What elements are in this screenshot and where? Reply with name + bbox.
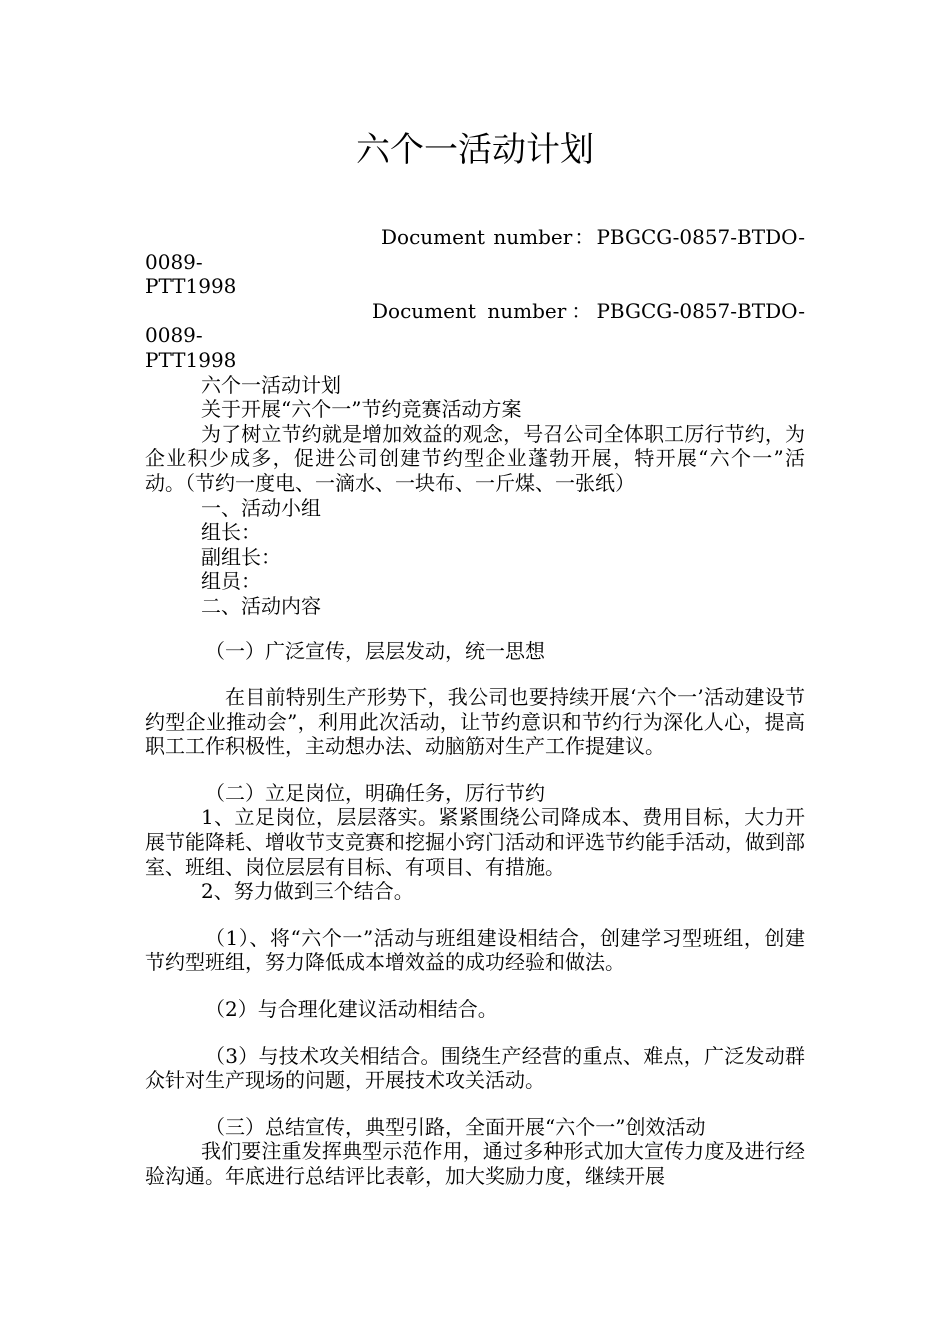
intro-paragraph: 为了树立节约就是增加效益的观念，号召公司全体职工厉行节约，为企业积少成多，促进公司创建节约型企业蓬勃开展，特开展“六个一”活动。（节约一度电、一滴水、一块布、一斤煤、一张纸） xyxy=(145,421,805,495)
section-heading: 二、活动内容 xyxy=(201,593,321,618)
body-paragraph: 2、努力做到三个结合。 xyxy=(201,879,414,904)
document-number-label: Document number：PBGCG-0857-BTDO-0089- xyxy=(145,298,805,348)
document-body xyxy=(145,225,805,1189)
body-paragraph: 在目前特别生产形势下，我公司也要持续开展‘六个一’活动建设节约型企业推动会”，利用此次活动，让节约意识和节约行为深化人心，提高职工工作积极性，主动想办法、动脑筋对生产工作提建议。 xyxy=(145,685,805,759)
subsection-heading: （三）总结宣传，典型引路，全面开展“六个一”创效活动 xyxy=(205,1114,706,1139)
deputy-leader-line: 副组长： xyxy=(201,544,281,569)
plan-subtitle: 关于开展“六个一”节约竞赛活动方案 xyxy=(201,397,522,422)
document-title: 六个一活动计划 xyxy=(356,130,594,170)
group-leader-line: 组长： xyxy=(201,520,261,545)
document-number-tail: PTT1998 xyxy=(145,274,237,299)
body-paragraph: （3）与技术攻关相结合。围绕生产经营的重点、难点，广泛发动群众针对生产现场的问题，开展技术攻关活动。 xyxy=(145,1043,805,1093)
section-heading: 一、活动小组 xyxy=(201,495,321,520)
document-number-line xyxy=(145,299,805,373)
body-paragraph: 我们要注重发挥典型示范作用，通过多种形式加大宣传力度及进行经验沟通。年底进行总结评比表彰，加大奖励力度，继续开展 xyxy=(145,1139,805,1188)
document-number-tail: PTT1998 xyxy=(145,347,237,372)
document-number-line xyxy=(145,225,805,299)
subsection-heading: （二）立足岗位，明确任务，厉行节约 xyxy=(205,780,545,805)
body-paragraph: （1）、将“六个一”活动与班组建设相结合，创建学习型班组，创建节约型班组，努力降低成本增效益的成功经验和做法。 xyxy=(145,925,805,975)
group-members-line: 组员： xyxy=(201,569,261,594)
body-paragraph: 1、立足岗位，层层落实。紧紧围绕公司降成本、费用目标，大力开展节能降耗、增收节支竞赛和挖掘小窍门活动和评选节约能手活动，做到部室、班组、岗位层层有目标、有项目、有措施。 xyxy=(145,805,805,879)
repeated-title: 六个一活动计划 xyxy=(201,372,341,397)
body-paragraph: （2）与合理化建议活动相结合。 xyxy=(205,997,498,1022)
document-number-label: Document number：PBGCG-0857-BTDO-0089- xyxy=(145,225,805,274)
subsection-heading: （一）广泛宣传，层层发动，统一思想 xyxy=(205,638,545,663)
